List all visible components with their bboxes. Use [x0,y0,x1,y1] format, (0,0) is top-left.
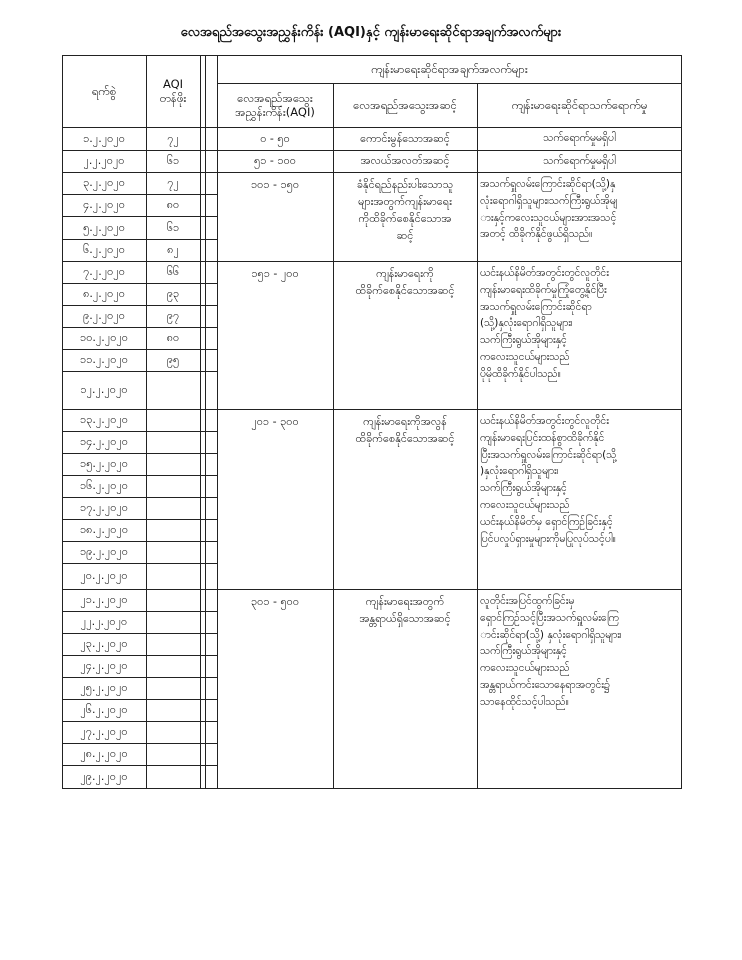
date-cell: ၁၄.၂.၂၀၂၀ [80,435,128,449]
health-effect-cell: သက်ရောက်မှုမရှိပါ [543,154,616,167]
aqi-range-cell: ၂၀၁ - ၃၀၀ [251,415,299,428]
date-cell: ၁၅.၂.၂၀၂၀ [80,457,128,471]
date-cell: ၁.၂.၂၀၂၀ [83,131,125,145]
date-cell: ၂၀.၂.၂၀၂၀ [80,569,128,583]
date-cell: ၁၃.၂.၂၀၂၀ [80,413,128,427]
aqi-cell [146,431,200,453]
date-cell: ၂၅.၂.၂၀၂၀ [80,681,128,695]
aqi-cell: ၉၃ [166,287,180,301]
date-cell: ၂၇.၂.၂၀၂၀ [80,725,128,739]
date-cell: ၇.၂.၂၀၂၀ [83,265,125,279]
date-cell: ၃.၂.၂၀၂၀ [83,176,125,190]
aqi-cell [146,611,200,633]
aqi-cell: ၇၂ [167,176,179,190]
health-effect-cell: အသက်ရှူလမ်းကြောင်းဆိုင်ရာ(သို့)နှ လုံးရောဂါရှိသူများ၊သက်ကြီးရွယ်အိုမျ ားနှင့်ကလေးသူငယ်များအားအသင့် အတင့် ထိခိုက်နိုင်ဖွယ်ရှိသည်။ [480,178,618,241]
date-cell: ၂၂.၂.၂၀၂၀ [80,615,128,629]
col-header-date: ရက်စွဲ [91,83,117,98]
aqi-range-cell: ၁၀၁ - ၁၅၀ [250,178,300,191]
aqi-cell [146,475,200,497]
aqi-cell [146,699,200,721]
aqi-cell: ၉၇ [166,309,180,323]
date-cell: ၁၇.၂.၂၀၂၀ [80,501,128,515]
aqi-cell [146,563,200,589]
aqi-cell [146,765,200,789]
divider [200,55,201,789]
date-cell: ၁၀.၂.၂၀၂၀ [80,331,128,345]
aqi-cell [146,409,200,431]
date-cell: ၂.၂.၂၀၂၀ [83,154,125,168]
aqi-cell [146,371,200,409]
aqi-cell [146,655,200,677]
air-quality-level-cell: အလယ်အလတ်အဆင့် [360,154,450,168]
aqi-cell [146,453,200,475]
air-quality-level-cell: ကျန်းမာရေးကိုအလွန် ထိခိုက်စေနိုင်သောအဆင့် [355,415,455,446]
aqi-cell: ၈၀ [166,198,180,212]
date-cell: ၁၁.၂.၂၀၂၀ [80,353,128,367]
health-effect-cell: ယင်းနယ်နိမိတ်အတွင်းတွင်လူတိုင်း ကျန်းမာရေးထိခိုက်မှုကြုံတွေ့နိုင်ပြီး အသက်ရှူလမ်းကြောင်းဆိုင်ရာ (သို့)နှလုံးရောဂါရှိသူများ၊ သက်ကြီးရွယ်အိုများနှင့် ကလေးသူငယ်များသည် ပိုမိုထိခိုက်နိုင်ပါသည်။ [480,267,609,380]
col-header-quality: လေအရည်အသွေးအဆင့် [353,97,457,112]
date-cell: ၁၂.၂.၂၀၂၀ [80,383,128,397]
col-header-effect: ကျန်းမာရေးဆိုင်ရာသက်ရောက်မှု [511,97,648,112]
date-cell: ၂၃.၂.၂၀၂၀ [80,637,128,651]
date-cell: ၂၄.၂.၂၀၂၀ [80,659,128,673]
aqi-cell: ၉၅ [166,353,180,367]
health-effect-cell: ယင်းနယ်နိမိတ်အတွင်းတွင်လူတိုင်း ကျန်းမာရေးပြင်းထန်စွာထိခိုက်နိုင် ပြီးအသက်ရှူလမ်းကြောင်းဆိုင်ရာ(သို့ )နှလုံးရောဂါရှိသူများ၊ သက်ကြီးရွယ်အိုများနှင့် ကလေးသူငယ်များသည် ယင်းနယ်နိမိတ်မှ ရှောင်ကြဉ်ခြင်းနှင့် ပြင်ပလှုပ်ရှားမှုများကိုမပြုလုပ်သင့်ပါ။ [480,415,617,545]
date-cell: ၂၉.၂.၂၀၂၀ [80,770,128,784]
aqi-cell [146,633,200,655]
aqi-cell [146,721,200,743]
aqi-cell: ၈၀ [166,331,180,345]
aqi-cell [146,677,200,699]
date-cell: ၂၆.၂.၂၀၂၀ [80,703,128,717]
date-cell: ၁၆.၂.၂၀၂၀ [80,479,128,493]
air-quality-level-cell: ကောင်းမွန်သောအဆင့် [360,131,450,145]
health-effect-cell: သက်ရောက်မှုမရှိပါ [543,132,616,145]
aqi-range-cell: ၀ - ၅၀ [260,131,290,145]
aqi-cell [146,519,200,541]
col-header-index: လေအရည်အသွေး အညွှန်းကိန်း(AQI) [235,90,315,119]
date-cell: ၆.၂.၂၀၂၀ [83,243,125,257]
aqi-cell: ၇၂ [167,131,179,145]
health-effect-cell: လူတိုင်းအပြင်ထွက်ခြင်းမှ ရှောင်ကြဉ်သင့်ပြီးအသက်ရှူလမ်းကြေ ာင်းဆိုင်ရာ(သို့) နှလုံးရောဂါရှိသူများ၊ သက်ကြီးရွယ်အိုများနှင့် ကလေးသူငယ်များသည် အန္တရာယ်ကင်းသောနေရာအတွင်း၌ သာနေထိုင်သင့်ပါသည်။ [480,595,622,708]
date-cell: ၁၉.၂.၂၀၂၀ [80,545,128,559]
date-cell: ၄.၂.၂၀၂၀ [83,198,125,212]
aqi-range-cell: ၁၅၁ - ၂၀၀ [251,267,299,280]
aqi-cell: ၆၆ [166,265,180,279]
divider [205,55,206,789]
date-cell: ၁၈.၂.၂၀၂၀ [79,523,129,537]
date-cell: ၈.၂.၂၀၂၀ [83,287,125,301]
aqi-cell [146,541,200,563]
air-quality-level-cell: ကျန်းမာရေးအတွက် အန္တရာယ်ရှိသောအဆင့် [359,595,451,626]
aqi-cell: ၆၁ [166,220,180,234]
date-cell: ၅.၂.၂၀၂၀ [83,220,125,234]
date-cell: ၉.၂.၂၀၂၀ [83,309,125,323]
date-cell: ၂၈.၂.၂၀၂၀ [80,747,128,761]
date-cell: ၂၁.၂.၂၀၂၀ [80,593,128,607]
page-title: လေအရည်အသွေးအညွှန်းကိန်း (AQI)နှင့် ကျန်းမာရေးဆိုင်ရာအချက်အလက်များ [180,25,562,40]
air-quality-level-cell: ကျန်းမာရေးကို ထိခိုက်စေနိုင်သောအဆင့် [355,267,455,298]
aqi-cell: ၈၂ [167,243,179,257]
aqi-range-cell: ၅၁ - ၁၀၀ [254,154,296,168]
aqi-range-cell: ၃၀၁ - ၅၀၀ [250,595,300,608]
aqi-cell [146,589,200,611]
aqi-cell: ၆၁ [166,154,180,168]
col-header-aqi: AQI တန်ဖိုး [159,76,187,105]
aqi-cell [146,743,200,765]
group-header-health: ကျန်းမာရေးဆိုင်ရာအချက်အလက်များ [371,61,528,76]
air-quality-level-cell: ခံနိုင်ရည်နည်းပါးသောသူ များအတွက်ကျန်းမာရေး ကိုထိခိုက်စေနိုင်သောအ ဆင့် [356,178,454,243]
aqi-cell [146,497,200,519]
